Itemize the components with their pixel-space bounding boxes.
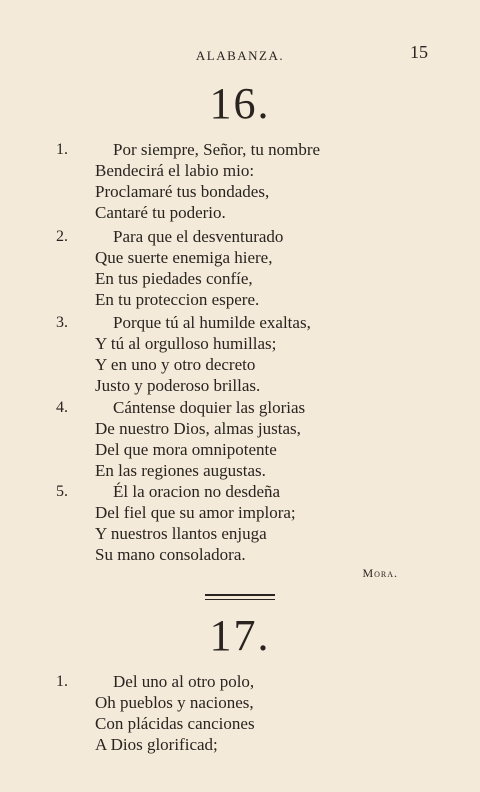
verse-line: Del uno al otro polo,: [113, 672, 255, 691]
verse-line: Por siempre, Señor, tu nombre: [113, 140, 321, 159]
verse-line: Proclamaré tus bondades,: [95, 182, 270, 201]
verse-line: Y tú al orgulloso humillas;: [95, 334, 277, 353]
verse-line: A Dios glorificad;: [95, 735, 218, 754]
verse-line: Bendecirá el labio mio:: [95, 161, 255, 180]
verse-line: Con plácidas canciones: [95, 714, 255, 733]
stanza-number: 3.: [56, 314, 68, 331]
verse-line: Porque tú al humilde exaltas,: [113, 313, 311, 332]
verse-line: Que suerte enemiga hiere,: [95, 248, 273, 267]
page-number: 15: [410, 42, 428, 62]
stanza-number: 5.: [56, 483, 68, 500]
verse-line: Justo y poderoso brillas.: [95, 376, 261, 395]
verse-line: De nuestro Dios, almas justas,: [95, 419, 301, 438]
verse-line: Del que mora omnipotente: [95, 440, 277, 459]
author-attribution: Mora.: [362, 566, 398, 580]
verse-line: Oh pueblos y naciones,: [95, 693, 254, 712]
hymn-number-17: 17.: [209, 611, 271, 660]
stanza-number: 1.: [56, 673, 68, 690]
verse-line: Y en uno y otro decreto: [95, 355, 256, 374]
verse-line: En tu proteccion espere.: [95, 290, 260, 309]
verse-line: Él la oracion no desdeña: [113, 482, 281, 501]
verse-line: En tus piedades confíe,: [95, 269, 253, 288]
verse-line: Del fiel que su amor implora;: [95, 503, 296, 522]
stanza-number: 4.: [56, 399, 68, 416]
verse-line: En las regiones augustas.: [95, 461, 266, 480]
stanza-number: 1.: [56, 141, 68, 158]
verse-line: Para que el desventurado: [113, 227, 284, 246]
section-divider: [205, 594, 275, 600]
hymn-number-16: 16.: [209, 79, 271, 128]
running-head: ALABANZA.: [195, 48, 285, 63]
verse-line: Su mano consoladora.: [95, 545, 246, 564]
verse-line: Y nuestros llantos enjuga: [95, 524, 267, 543]
stanza-number: 2.: [56, 228, 68, 245]
verse-line: Cántense doquier las glorias: [113, 398, 306, 417]
verse-line: Cantaré tu poderio.: [95, 203, 226, 222]
